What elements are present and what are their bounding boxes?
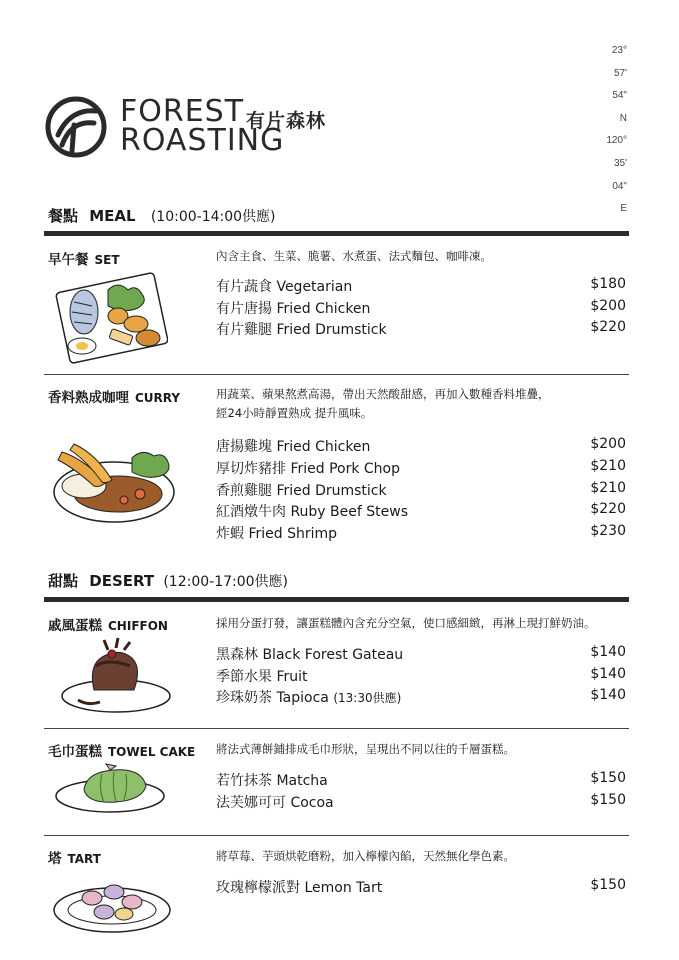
set-divider — [44, 374, 629, 375]
item-name: 若竹抹茶 Matcha — [216, 773, 328, 789]
item-name: 有片雞腿 Fried Drumstick — [216, 322, 387, 338]
meal-time: (10:00-14:00供應) — [150, 209, 276, 225]
curry-label-en: CURRY — [135, 391, 181, 405]
set-label-en: SET — [94, 253, 120, 267]
meal-section-title — [48, 205, 276, 226]
desert-title-en: DESERT — [89, 572, 155, 590]
item-name: 季節水果 Fruit — [216, 669, 308, 685]
set-category-label — [48, 248, 120, 268]
item-name: 香煎雞腿 Fried Drumstick — [216, 483, 387, 499]
coord-lat-sec: 54" — [612, 90, 627, 102]
item-price: $140 — [590, 687, 626, 703]
item-price: $210 — [590, 480, 626, 496]
item-price: $200 — [590, 298, 626, 314]
tart-category-label — [48, 847, 101, 867]
item-price: $220 — [590, 319, 626, 335]
item-name — [216, 687, 401, 707]
towel-label-en: TOWEL CAKE — [108, 745, 196, 759]
chiffon-category-label — [48, 614, 168, 634]
item-price: $200 — [590, 436, 626, 452]
item-price: $150 — [590, 877, 626, 893]
item-name: 紅酒燉牛肉 Ruby Beef Stews — [216, 504, 408, 520]
meal-divider — [44, 231, 629, 236]
chiffon-label-zh: 戚風蛋糕 — [48, 618, 102, 634]
coord-lat-min: 57' — [613, 67, 627, 79]
item-name-text: 珍珠奶茶 Tapioca — [216, 690, 329, 706]
coordinates — [587, 40, 627, 221]
chiffon-cake-illustration — [48, 636, 178, 718]
item-note: (13:30供應) — [333, 691, 402, 705]
curry-category-label — [48, 386, 180, 406]
desert-title-zh: 甜點 — [48, 572, 79, 590]
curry-desc-line2: 經24小時靜置熟成 提升風味。 — [216, 406, 373, 420]
item-price: $220 — [590, 501, 626, 517]
coord-lon-sec: 04" — [612, 180, 627, 192]
towel-category-label — [48, 740, 195, 760]
brunch-set-illustration — [48, 272, 168, 364]
tart-label-zh: 塔 — [48, 851, 62, 867]
item-price: $210 — [590, 458, 626, 474]
item-price: $140 — [590, 644, 626, 660]
item-price: $140 — [590, 666, 626, 682]
item-price: $150 — [590, 770, 626, 786]
curry-label-zh: 香料熟成咖哩 — [48, 390, 129, 406]
item-name: 法芙娜可可 Cocoa — [216, 795, 334, 811]
item-name: 有片蔬食 Vegetarian — [216, 279, 353, 295]
desert-section-title — [48, 570, 288, 591]
coord-lon-min: 35' — [613, 157, 627, 169]
tart-description: 將草莓、芋頭烘乾磨粉，加入檸檬內餡，天然無化學色素。 — [216, 849, 515, 863]
item-name: 炸蝦 Fried Shrimp — [216, 526, 338, 542]
item-name: 唐揚雞塊 Fried Chicken — [216, 439, 371, 455]
towel-description: 將法式薄餅鋪排成毛巾形狀，呈現出不同以往的千層蛋糕。 — [216, 742, 515, 756]
curry-illustration — [48, 436, 178, 528]
item-price: $230 — [590, 523, 626, 539]
chiffon-divider — [44, 728, 629, 729]
tart-illustration — [48, 870, 178, 940]
curry-desc-line1: 用蔬菜、蘋果熬煮高湯，帶出天然酸甜感，再加入數種香料堆疊， — [216, 387, 550, 401]
coord-lon-dir: E — [620, 203, 627, 215]
brand-name-zh: 有片森林 — [246, 110, 327, 132]
curry-description — [216, 385, 626, 423]
brand-line1: FOREST — [120, 94, 245, 129]
chiffon-description: 採用分蛋打發，讓蛋糕體內含充分空氣，使口感細緻，再淋上現打鮮奶油。 — [216, 616, 596, 630]
towel-divider — [44, 835, 629, 836]
towel-cake-illustration — [48, 762, 178, 822]
set-label-zh: 早午餐 — [48, 252, 89, 268]
item-price: $180 — [590, 276, 626, 292]
item-name: 黑森林 Black Forest Gateau — [216, 647, 404, 663]
coord-lat-deg: 23° — [611, 45, 627, 56]
forest-roasting-logo-icon — [44, 95, 108, 159]
desert-time: (12:00-17:00供應) — [163, 574, 289, 590]
brand-line2: ROASTING — [120, 123, 285, 158]
tart-label-en: TART — [67, 852, 101, 866]
desert-divider — [44, 597, 629, 602]
meal-title-en: MEAL — [89, 207, 136, 225]
meal-title-zh: 餐點 — [48, 207, 79, 225]
towel-label-zh: 毛巾蛋糕 — [48, 744, 102, 760]
item-name: 玫瑰檸檬派對 Lemon Tart — [216, 880, 383, 896]
chiffon-label-en: CHIFFON — [108, 619, 168, 633]
item-name: 厚切炸豬排 Fried Pork Chop — [216, 461, 401, 477]
item-name: 有片唐揚 Fried Chicken — [216, 301, 371, 317]
set-description: 內含主食、生菜、脆薯、水煮蛋、法式麵包、咖啡凍。 — [216, 249, 492, 263]
coord-lat-dir: N — [619, 112, 627, 124]
coord-lon-deg: 120° — [606, 135, 627, 147]
item-price: $150 — [590, 792, 626, 808]
